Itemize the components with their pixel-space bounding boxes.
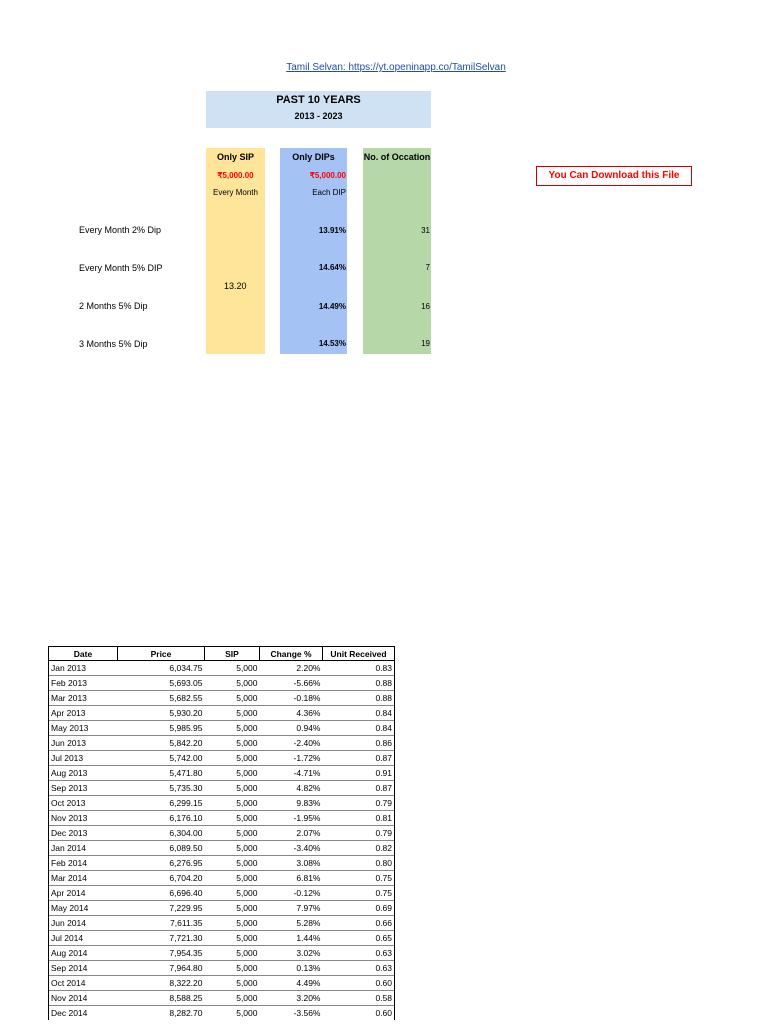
cell-date: Apr 2013: [49, 706, 118, 721]
cell-change: -2.40%: [260, 736, 323, 751]
cell-price: 8,282.70: [118, 1006, 205, 1021]
table-row: [49, 661, 395, 676]
cell-unit-received: 0.86: [323, 736, 395, 751]
scenario-label-2: Every Month 5% DIP: [79, 263, 163, 273]
cell-date: Aug 2013: [49, 766, 118, 781]
cell-unit-received: 0.88: [323, 676, 395, 691]
col-header-change: Change %: [260, 647, 323, 661]
cell-date: May 2013: [49, 721, 118, 736]
cell-date: Dec 2014: [49, 1006, 118, 1021]
cell-price: 5,693.05: [118, 676, 205, 691]
cell-sip: 5,000: [205, 931, 260, 946]
col-header-sip: SIP: [205, 647, 260, 661]
cell-date: Nov 2014: [49, 991, 118, 1006]
table-row: [49, 841, 395, 856]
cell-unit-received: 0.81: [323, 811, 395, 826]
cell-change: 5.28%: [260, 916, 323, 931]
cell-sip: 5,000: [205, 946, 260, 961]
only-sip-column: [206, 148, 265, 354]
table-header-row: [49, 647, 395, 661]
cell-change: 4.82%: [260, 781, 323, 796]
cell-sip: 5,000: [205, 1006, 260, 1021]
sip-amount: ₹5,000.00: [217, 171, 254, 180]
cell-price: 5,930.20: [118, 706, 205, 721]
cell-change: -1.72%: [260, 751, 323, 766]
cell-date: May 2014: [49, 901, 118, 916]
col-header-unit-received: Unit Received: [323, 647, 395, 661]
cell-sip: 5,000: [205, 976, 260, 991]
period-header: [206, 91, 431, 128]
cell-change: 0.13%: [260, 961, 323, 976]
cell-unit-received: 0.91: [323, 766, 395, 781]
cell-date: Aug 2014: [49, 946, 118, 961]
cell-change: -0.18%: [260, 691, 323, 706]
table-row: [49, 826, 395, 841]
cell-sip: 5,000: [205, 721, 260, 736]
download-file-button[interactable]: You Can Download this File: [536, 166, 692, 186]
occasions-column: [363, 148, 431, 354]
cell-unit-received: 0.80: [323, 856, 395, 871]
table-row: [49, 976, 395, 991]
occasions-1: 31: [421, 226, 430, 235]
cell-price: 7,229.95: [118, 901, 205, 916]
cell-price: 6,299.15: [118, 796, 205, 811]
table-row: [49, 781, 395, 796]
table-row: [49, 886, 395, 901]
period-title: PAST 10 YEARS: [276, 94, 361, 106]
cell-sip: 5,000: [205, 751, 260, 766]
cell-price: 7,954.35: [118, 946, 205, 961]
cell-unit-received: 0.60: [323, 1006, 395, 1021]
cell-change: -3.40%: [260, 841, 323, 856]
sip-return-value: 13.20: [224, 281, 247, 291]
table-row: [49, 916, 395, 931]
cell-price: 6,304.00: [118, 826, 205, 841]
cell-date: Apr 2014: [49, 886, 118, 901]
cell-date: Oct 2013: [49, 796, 118, 811]
table-row: [49, 766, 395, 781]
cell-price: 7,611.35: [118, 916, 205, 931]
table-row: [49, 871, 395, 886]
cell-price: 6,034.75: [118, 661, 205, 676]
sip-data-table: [48, 646, 395, 1020]
cell-date: Sep 2014: [49, 961, 118, 976]
table-row: [49, 751, 395, 766]
cell-sip: 5,000: [205, 691, 260, 706]
cell-date: Sep 2013: [49, 781, 118, 796]
occasions-3: 16: [421, 302, 430, 311]
cell-sip: 5,000: [205, 811, 260, 826]
cell-change: -1.95%: [260, 811, 323, 826]
cell-unit-received: 0.84: [323, 721, 395, 736]
cell-date: Jan 2014: [49, 841, 118, 856]
cell-unit-received: 0.82: [323, 841, 395, 856]
cell-price: 5,842.20: [118, 736, 205, 751]
cell-unit-received: 0.79: [323, 796, 395, 811]
only-dips-column: [280, 148, 347, 354]
sip-frequency: Every Month: [213, 188, 258, 197]
dip-return-3: 14.49%: [318, 302, 346, 311]
only-sip-header: Only SIP: [216, 152, 254, 162]
cell-date: Feb 2014: [49, 856, 118, 871]
cell-date: Feb 2013: [49, 676, 118, 691]
table-row: [49, 676, 395, 691]
table-row: [49, 691, 395, 706]
cell-price: 7,721.30: [118, 931, 205, 946]
cell-change: 6.81%: [260, 871, 323, 886]
cell-change: 4.49%: [260, 976, 323, 991]
cell-unit-received: 0.66: [323, 916, 395, 931]
cell-price: 6,704.20: [118, 871, 205, 886]
cell-sip: 5,000: [205, 856, 260, 871]
cell-date: Jun 2014: [49, 916, 118, 931]
cell-unit-received: 0.60: [323, 976, 395, 991]
cell-sip: 5,000: [205, 901, 260, 916]
cell-sip: 5,000: [205, 661, 260, 676]
cell-date: Nov 2013: [49, 811, 118, 826]
cell-change: 2.20%: [260, 661, 323, 676]
cell-unit-received: 0.63: [323, 961, 395, 976]
cell-unit-received: 0.69: [323, 901, 395, 916]
cell-sip: 5,000: [205, 886, 260, 901]
youtube-link[interactable]: Tamil Selvan: https://yt.openinapp.co/TamilSelvan: [286, 62, 506, 73]
cell-change: -5.66%: [260, 676, 323, 691]
cell-date: Jun 2013: [49, 736, 118, 751]
scenario-label-4: 3 Months 5% Dip: [79, 339, 148, 349]
period-range: 2013 - 2023: [294, 111, 343, 121]
cell-change: -0.12%: [260, 886, 323, 901]
occasions-4: 19: [421, 339, 430, 348]
cell-unit-received: 0.83: [323, 661, 395, 676]
cell-date: Jan 2013: [49, 661, 118, 676]
table-row: [49, 856, 395, 871]
table-row: [49, 736, 395, 751]
dip-return-1: 13.91%: [318, 226, 346, 235]
cell-price: 8,588.25: [118, 991, 205, 1006]
table-row: [49, 931, 395, 946]
cell-date: Dec 2013: [49, 826, 118, 841]
cell-sip: 5,000: [205, 826, 260, 841]
cell-change: -4.71%: [260, 766, 323, 781]
cell-unit-received: 0.65: [323, 931, 395, 946]
cell-price: 6,696.40: [118, 886, 205, 901]
cell-sip: 5,000: [205, 676, 260, 691]
dip-return-2: 14.64%: [318, 263, 346, 272]
cell-sip: 5,000: [205, 766, 260, 781]
cell-change: 1.44%: [260, 931, 323, 946]
table-row: [49, 811, 395, 826]
cell-unit-received: 0.84: [323, 706, 395, 721]
cell-unit-received: 0.87: [323, 781, 395, 796]
cell-change: 2.07%: [260, 826, 323, 841]
table-row: [49, 991, 395, 1006]
cell-sip: 5,000: [205, 781, 260, 796]
cell-sip: 5,000: [205, 706, 260, 721]
cell-price: 6,089.50: [118, 841, 205, 856]
cell-change: 9.83%: [260, 796, 323, 811]
cell-price: 5,985.95: [118, 721, 205, 736]
cell-date: Jul 2013: [49, 751, 118, 766]
cell-unit-received: 0.63: [323, 946, 395, 961]
cell-price: 5,742.00: [118, 751, 205, 766]
cell-unit-received: 0.58: [323, 991, 395, 1006]
table-row: [49, 796, 395, 811]
cell-price: 6,176.10: [118, 811, 205, 826]
cell-price: 5,735.30: [118, 781, 205, 796]
scenario-label-3: 2 Months 5% Dip: [79, 301, 148, 311]
table-row: [49, 946, 395, 961]
dip-return-4: 14.53%: [318, 339, 346, 348]
occasions-header: No. of Occation: [363, 152, 431, 162]
dip-amount: ₹5,000.00: [309, 171, 346, 180]
table-row: [49, 721, 395, 736]
cell-sip: 5,000: [205, 736, 260, 751]
cell-sip: 5,000: [205, 871, 260, 886]
cell-price: 5,682.55: [118, 691, 205, 706]
cell-sip: 5,000: [205, 961, 260, 976]
cell-sip: 5,000: [205, 841, 260, 856]
cell-sip: 5,000: [205, 916, 260, 931]
cell-change: -3.56%: [260, 1006, 323, 1021]
cell-change: 0.94%: [260, 721, 323, 736]
cell-price: 8,322.20: [118, 976, 205, 991]
col-header-price: Price: [118, 647, 205, 661]
cell-change: 3.08%: [260, 856, 323, 871]
cell-unit-received: 0.79: [323, 826, 395, 841]
cell-unit-received: 0.87: [323, 751, 395, 766]
cell-price: 6,276.95: [118, 856, 205, 871]
cell-change: 7.97%: [260, 901, 323, 916]
cell-date: Mar 2013: [49, 691, 118, 706]
scenario-label-1: Every Month 2% Dip: [79, 225, 162, 235]
cell-unit-received: 0.75: [323, 886, 395, 901]
cell-date: Jul 2014: [49, 931, 118, 946]
cell-date: Oct 2014: [49, 976, 118, 991]
col-header-date: Date: [49, 647, 118, 661]
cell-price: 5,471.80: [118, 766, 205, 781]
table-row: [49, 961, 395, 976]
only-dips-header: Only DIPs: [292, 152, 335, 162]
occasions-2: 7: [425, 263, 430, 272]
table-row: [49, 1006, 395, 1021]
cell-price: 7,964.80: [118, 961, 205, 976]
table-row: [49, 706, 395, 721]
cell-date: Mar 2014: [49, 871, 118, 886]
cell-sip: 5,000: [205, 796, 260, 811]
cell-unit-received: 0.75: [323, 871, 395, 886]
dip-frequency: Each DIP: [312, 188, 346, 197]
cell-unit-received: 0.88: [323, 691, 395, 706]
table-row: [49, 901, 395, 916]
cell-sip: 5,000: [205, 991, 260, 1006]
cell-change: 3.20%: [260, 991, 323, 1006]
cell-change: 3.02%: [260, 946, 323, 961]
cell-change: 4.36%: [260, 706, 323, 721]
